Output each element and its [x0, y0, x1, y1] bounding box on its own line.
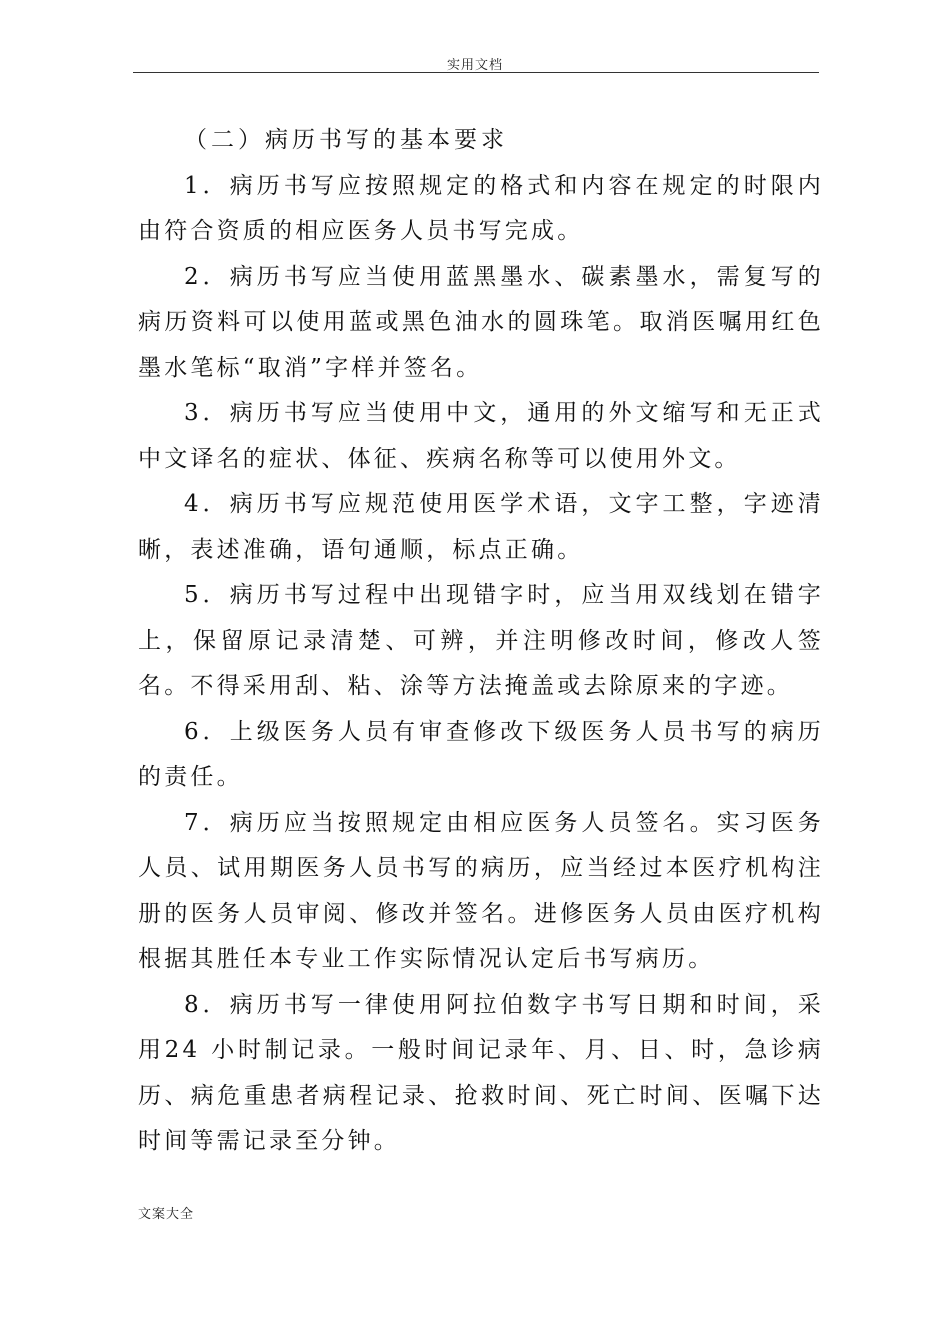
- document-body: [138, 118, 824, 1165]
- paragraph-5: 5．病历书写过程中出现错字时，应当用双线划在错字上，保留原记录清楚、可辨，并注明修改时间，修改人签名。不得采用刮、粘、涂等方法掩盖或去除原来的字迹。: [138, 582, 824, 699]
- paragraph-8: 8．病历书写一律使用阿拉伯数字书写日期和时间，采用24 小时制记录。一般时间记录年、月、日、时，急诊病历、病危重患者病程记录、抢救时间、死亡时间、医嘱下达时间等需记录至分钟。: [138, 991, 824, 1154]
- paragraph-3: 3．病历书写应当使用中文，通用的外文缩写和无正式中文译名的症状、体征、疾病名称等可以使用外文。: [138, 400, 824, 472]
- page-footer-text: 文案大全: [138, 1207, 195, 1222]
- paragraph-7: 7．病历应当按照规定由相应医务人员签名。实习医务人员、试用期医务人员书写的病历，应当经过本医疗机构注册的医务人员审阅、修改并签名。进修医务人员由医疗机构根据其胜任本专业工作实际情况认定后书写病历。: [138, 809, 824, 972]
- page-header-title: 实用文档: [446, 58, 503, 73]
- section-heading: （二）病历书写的基本要求: [184, 127, 508, 153]
- paragraph-1: 1．病历书写应按照规定的格式和内容在规定的时限内由符合资质的相应医务人员书写完成。: [138, 172, 824, 244]
- paragraph-6: 6．上级医务人员有审查修改下级医务人员书写的病历的责任。: [138, 718, 824, 790]
- paragraph-4: 4．病历书写应规范使用医学术语，文字工整，字迹清晰，表述准确，语句通顺，标点正确。: [138, 491, 824, 563]
- paragraph-2: 2．病历书写应当使用蓝黑墨水、碳素墨水，需复写的病历资料可以使用蓝或黑色油水的圆珠笔。取消医嘱用红色墨水笔标“取消”字样并签名。: [138, 263, 824, 381]
- header-divider: [133, 72, 819, 73]
